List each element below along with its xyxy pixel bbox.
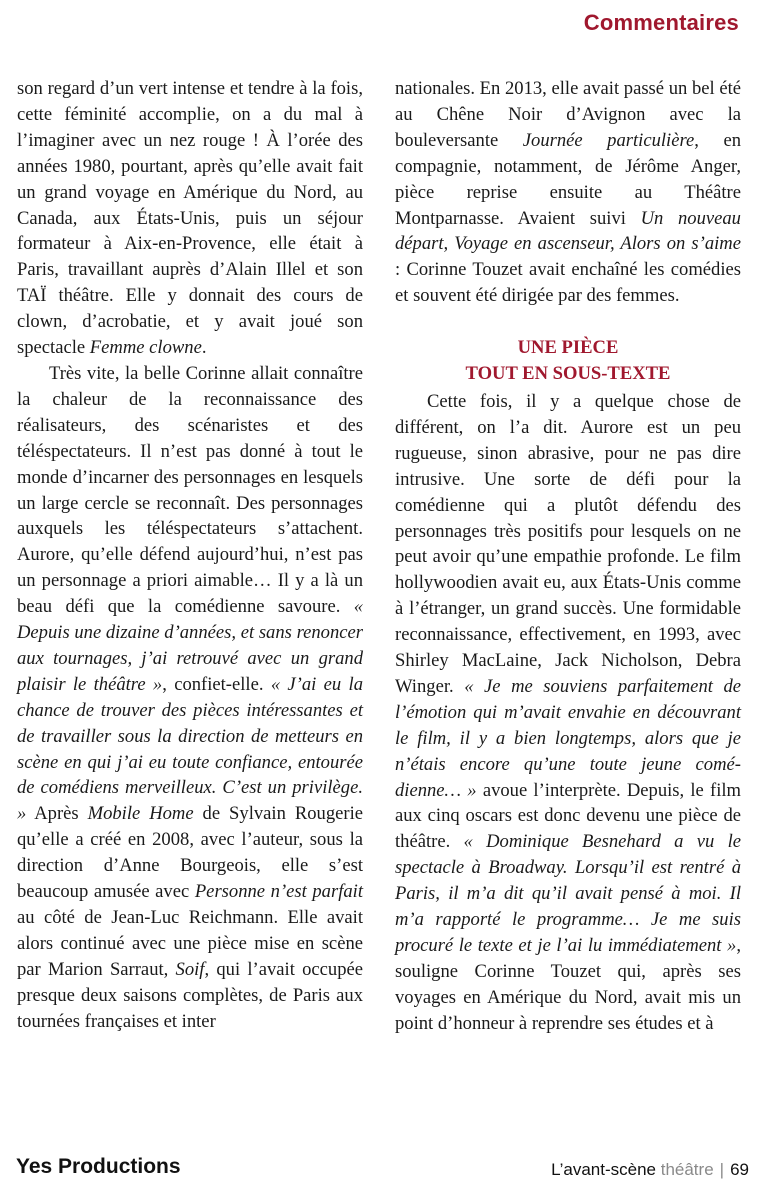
- footer-publisher: Yes Productions: [16, 1155, 181, 1178]
- heading-line: TOUT EN SOUS-TEXTE: [465, 363, 671, 385]
- text-run: : Corinne Touzet avait enchaîné les comédies et souvent été dirigée par des femmes.: [395, 259, 741, 307]
- play-titles: Un nouveau départ, Voyage en ascenseur, Alors on s’aime: [395, 207, 741, 255]
- publication-subtitle: théâtre: [660, 1160, 714, 1179]
- article-column-left: [17, 76, 363, 1035]
- text-run: Cette fois, il y a quelque chose de différent, on l’a dit. Aurore est un peu rugueuse, sinon abrasive, pour ne pas dire intrusive. Une sorte de défi pour la comédienne qui a plutôt défendu des personnages très positifs pour lesquels on ne peut avoir qu’une empathie profonde. Le film hollywoodien avait eu, aux États-Unis comme à l’étranger, un grand succès. Une formidable reconnaissance, effectivement, en 1993, avec Shirley MacLaine, Jack Nicholson, Debra Winger.: [395, 390, 741, 697]
- folio-separator: |: [719, 1160, 725, 1179]
- heading-line: UNE PIÈCE: [517, 337, 619, 359]
- text-run: nationales. En 2013, elle avait passé un bel été au Chêne Noir d’Avignon avec la bouleversante: [395, 78, 741, 151]
- paragraph: [395, 76, 741, 309]
- article-column-right: [395, 76, 741, 1037]
- play-title: Mobile Home: [87, 803, 194, 825]
- quote: « Depuis une dizaine d’années, et sans renoncer aux tournages, j’ai retrouvé avec un grand plaisir le théâtre »: [17, 596, 363, 695]
- text-run: Après: [26, 803, 88, 825]
- show-title: Femme clowne: [89, 337, 202, 359]
- footer-folio: [551, 1160, 749, 1180]
- text-run: de Sylvain Rougerie qu’elle a créé en 2008, avec l’auteur, sous la direction d’Anne Bourgeois, elle s’est beaucoup amusée avec: [17, 803, 363, 903]
- section-title: Commentaires: [583, 10, 739, 35]
- text-run: , confiet-elle.: [162, 673, 271, 695]
- paragraph: [17, 76, 363, 361]
- play-title: Journée particulière: [522, 129, 695, 151]
- quote: « Je me souviens parfaitement de l’émotion qui m’avait envahie en découvrant le film, il y a bien longtemps, alors que je n’étais encore qu’une toute jeune comédienne… »: [395, 675, 741, 801]
- page-number: 69: [730, 1160, 749, 1179]
- paragraph: [17, 361, 363, 1035]
- text-run: au côté de Jean-Luc Reichmann. Elle avait alors continué avec une pièce mise en scène par Marion Sarraut,: [17, 907, 363, 980]
- play-title: Soif: [175, 958, 205, 980]
- text-run: Très vite, la belle Corinne allait connaître la chaleur de la reconnaissance des réalisateurs, des scénaristes et des téléspectateurs. Il n’est pas donné à tout le monde d’incarner des personnages en lesquels un large cercle se reconnaît. Des personnages auxquels les téléspectateurs s’attachent. Aurore, qu’elle défend aujourd’hui, n’est pas un personnage a priori aimable… Il y a là un beau défi que la comédienne savoure.: [17, 362, 363, 618]
- text-run: , qui l’avait occupée presque deux saisons complètes, de Paris aux tournées françaises et inter: [17, 958, 364, 1032]
- play-title: Personne n’est parfait: [194, 881, 363, 903]
- quote: « Dominique Besnehard a vu le spectacle à Broadway. Lorsqu’il est rentré à Paris, il m’a dit qu’il avait pensé à moi. Il m’a rapporté le programme… Je me suis procuré le texte et je l’ai lu immédiatement »: [395, 831, 741, 956]
- quote: « J’ai eu la chance de trouver des pièces intéressantes et de travailler sous la direction de metteurs en scène en qui j’ai eu toute confiance, entourée de comédiens merveilleux. C’est un privilège. »: [17, 673, 363, 825]
- section-heading: [395, 335, 741, 387]
- paragraph: [395, 389, 741, 1037]
- text-run: .: [201, 337, 207, 359]
- text-run: son regard d’un vert intense et tendre à la fois, cette féminité accomplie, on a du mal à l’imaginer avec un nez rouge ! À l’orée des années 1980, pourtant, après qu’elle avait fait un grand voyage en Amérique du Nord, au Canada, aux États-Unis, puis un séjour formateur à Aix-en-Provence, elle était à Paris, travaillant auprès d’Alain Illel et son TAÏ théâtre. Elle y donnait des cours de clown, d’acrobatie, et y avait joué son spectacle: [17, 78, 363, 359]
- publication-name: L’avant-scène: [551, 1160, 656, 1179]
- text-run: avoue l’interprète. Depuis, le film aux cinq oscars est donc devenu une pièce de théâtre.: [395, 779, 742, 853]
- text-run: , souligne Corinne Touzet qui, après ses voyages en Amérique du Nord, avait mis un point d’honneur à reprendre ses études et à: [395, 935, 741, 1034]
- text-run: , en compagnie, notamment, de Jérôme Anger, pièce reprise ensuite au Théâtre Montparnasse. Avaient suivi: [395, 129, 741, 229]
